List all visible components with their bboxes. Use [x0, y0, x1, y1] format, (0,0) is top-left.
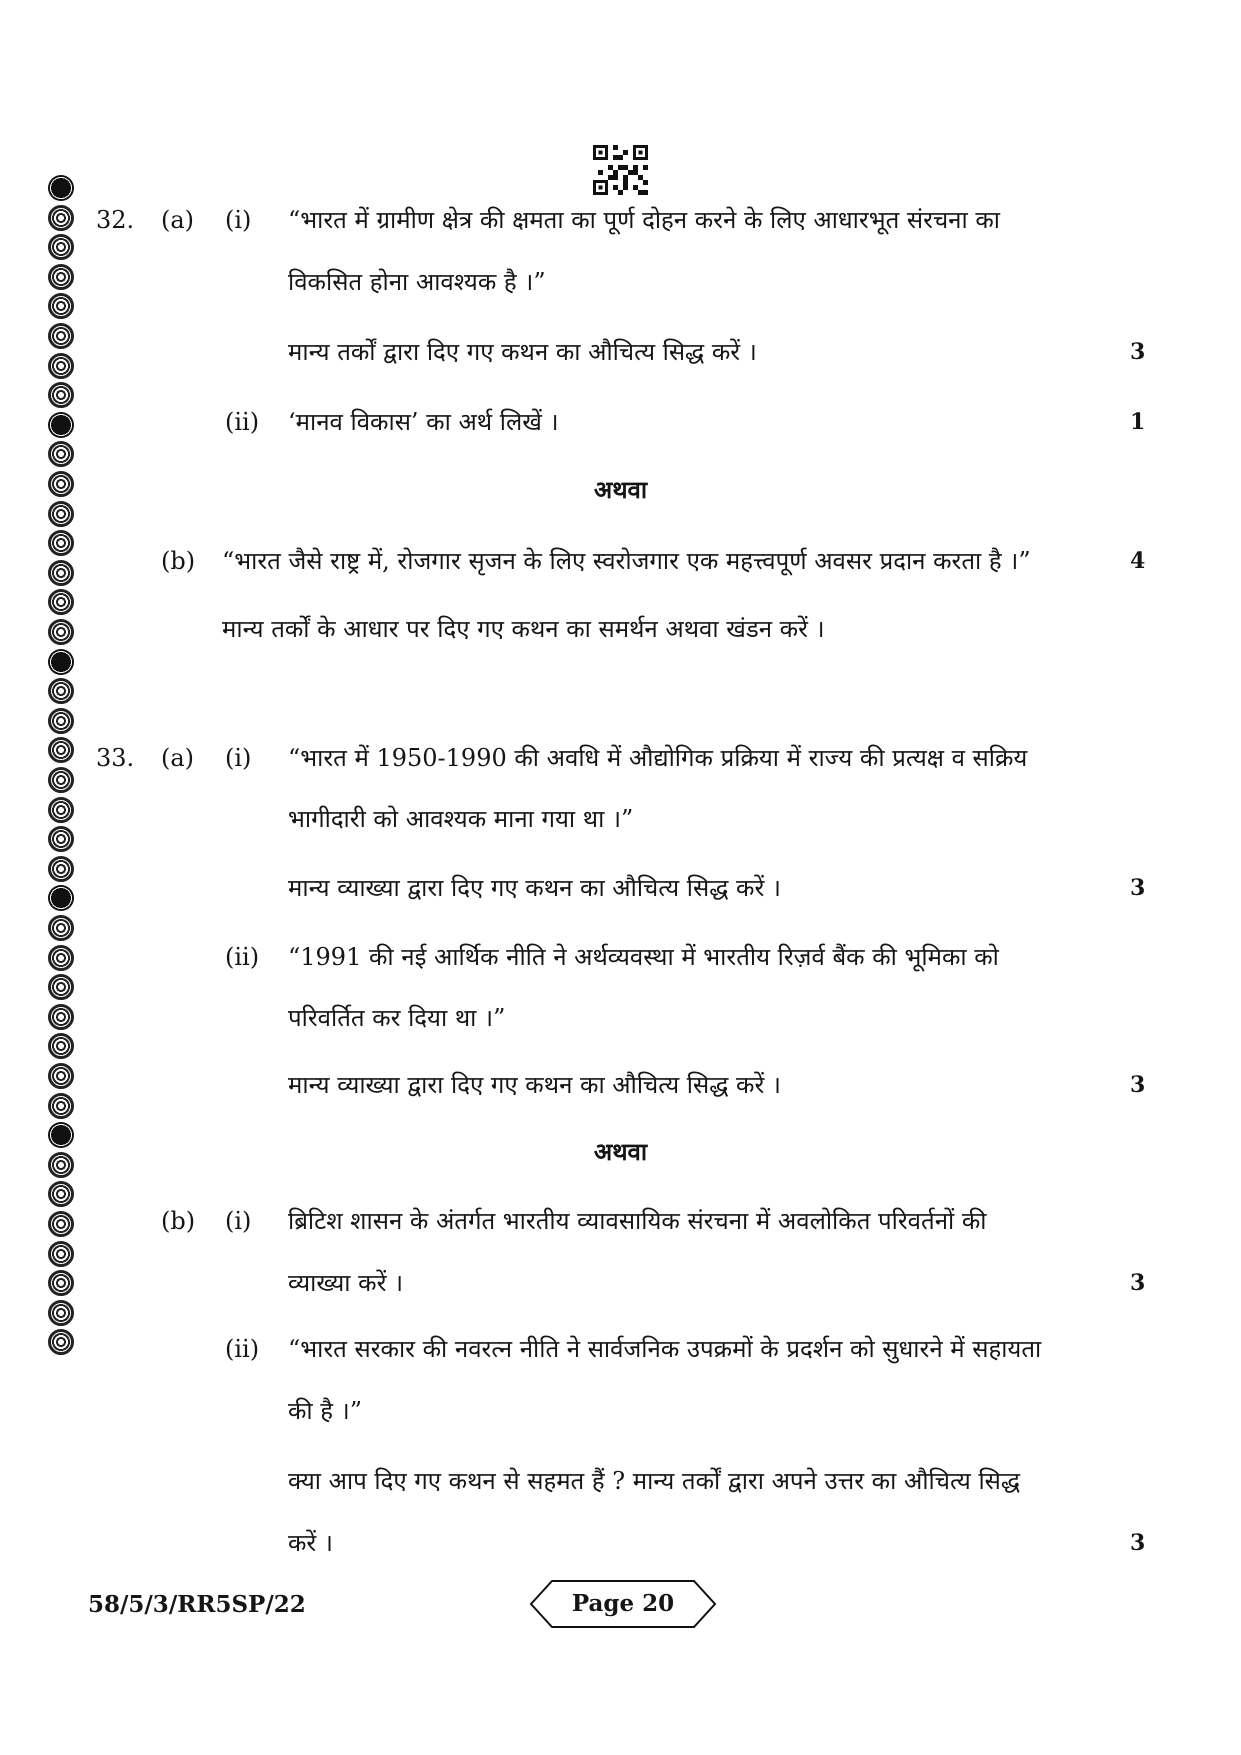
q33-a-i-instruction: मान्य व्याख्या द्वारा दिए गए कथन का औचित्य सिद्ध करें । — [288, 874, 782, 902]
q33-b-i-text-line1: ब्रिटिश शासन के अंतर्गत भारतीय व्यावसायिक संरचना में अवलोकित परिवर्तनों की — [288, 1207, 987, 1235]
margin-ring-icon — [48, 1300, 74, 1326]
margin-ring-icon — [48, 649, 74, 675]
margin-ring-icon — [48, 1063, 74, 1089]
question-number-33: 33. — [96, 744, 135, 772]
q33-a-i-marks: 3 — [1130, 875, 1146, 901]
q33-b-ii-marks: 3 — [1130, 1530, 1146, 1556]
q33-b-i-marks: 3 — [1130, 1270, 1146, 1296]
q33-b-ii-text-line4: करें । — [288, 1529, 333, 1557]
q32-or-divider: अथवा — [593, 475, 648, 504]
margin-ring-icon — [48, 412, 74, 438]
q32-b-text-line1: “भारत जैसे राष्ट्र में, रोजगार सृजन के लिए स्वरोजगार एक महत्त्वपूर्ण अवसर प्रदान करता है ।” — [222, 547, 1031, 575]
margin-bubble-strip — [48, 175, 84, 1360]
q32-a-i-text-line1: “भारत में ग्रामीण क्षेत्र की क्षमता का पूर्ण दोहन करने के लिए आधारभूत संरचना का — [288, 206, 1000, 234]
margin-ring-icon — [48, 1181, 74, 1207]
margin-ring-icon — [48, 382, 74, 408]
page-number: Page 20 — [571, 1590, 675, 1617]
q33-b-ii-text-line2: की है ।” — [288, 1397, 363, 1425]
q32-a-i-text-line2: विकसित होना आवश्यक है ।” — [288, 268, 546, 296]
q32-a-i-label: (i) — [225, 206, 252, 234]
q33-b-ii-text-line3: क्या आप दिए गए कथन से सहमत हैं ? मान्य तर्कों द्वारा अपने उत्तर का औचित्य सिद्ध — [288, 1467, 1021, 1495]
margin-ring-icon — [48, 1093, 74, 1119]
q33-or-divider: अथवा — [593, 1137, 648, 1166]
margin-ring-icon — [48, 175, 74, 201]
q33-a-ii-marks: 3 — [1130, 1072, 1146, 1098]
margin-ring-icon — [48, 234, 74, 260]
q33-b-i-label: (i) — [225, 1207, 252, 1235]
margin-ring-icon — [48, 797, 74, 823]
q32-b-instruction: मान्य तर्कों के आधार पर दिए गए कथन का समर्थन अथवा खंडन करें । — [222, 615, 825, 643]
q33-a-i-label: (i) — [225, 744, 252, 772]
q33-a-i-text-line2: भागीदारी को आवश्यक माना गया था ।” — [288, 805, 634, 833]
margin-ring-icon — [48, 826, 74, 852]
margin-ring-icon — [48, 915, 74, 941]
q32-b-marks: 4 — [1130, 548, 1146, 574]
q33-b-i-text-line2: व्याख्या करें । — [288, 1269, 404, 1297]
margin-ring-icon — [48, 856, 74, 882]
q33-a-ii-text-line2: परिवर्तित कर दिया था ।” — [288, 1004, 506, 1032]
q33-a-i-text-line1: “भारत में 1950-1990 की अवधि में औद्योगिक प्रक्रिया में राज्य की प्रत्यक्ष व सक्रिय — [288, 744, 1028, 772]
margin-ring-icon — [48, 441, 74, 467]
margin-ring-icon — [48, 205, 74, 231]
q33-part-a-label: (a) — [161, 744, 195, 772]
margin-ring-icon — [48, 323, 74, 349]
margin-ring-icon — [48, 974, 74, 1000]
q32-a-ii-text: ‘मानव विकास’ का अर्थ लिखें । — [288, 408, 559, 436]
q32-a-ii-marks: 1 — [1130, 409, 1146, 435]
margin-ring-icon — [48, 530, 74, 556]
margin-ring-icon — [48, 885, 74, 911]
margin-ring-icon — [48, 560, 74, 586]
q33-part-b-label: (b) — [161, 1207, 196, 1235]
margin-ring-icon — [48, 589, 74, 615]
margin-ring-icon — [48, 1241, 74, 1267]
q32-part-a-label: (a) — [161, 206, 195, 234]
q33-b-ii-text-line1: “भारत सरकार की नवरत्न नीति ने सार्वजनिक उपक्रमों के प्रदर्शन को सुधारने में सहायता — [288, 1335, 1042, 1363]
q32-part-b-label: (b) — [161, 547, 196, 575]
margin-ring-icon — [48, 1211, 74, 1237]
q33-a-ii-label: (ii) — [225, 943, 260, 971]
margin-ring-icon — [48, 1033, 74, 1059]
q32-a-i-instruction: मान्य तर्कों द्वारा दिए गए कथन का औचित्य सिद्ध करें । — [288, 338, 757, 366]
margin-ring-icon — [48, 1329, 74, 1355]
qr-code-icon — [593, 145, 648, 195]
margin-ring-icon — [48, 678, 74, 704]
q33-a-ii-text-line1: “1991 की नई आर्थिक नीति ने अर्थव्यवस्था में भारतीय रिज़र्व बैंक की भूमिका को — [288, 943, 999, 971]
question-number-32: 32. — [96, 206, 135, 234]
q33-b-ii-label: (ii) — [225, 1335, 260, 1363]
margin-ring-icon — [48, 1270, 74, 1296]
margin-ring-icon — [48, 708, 74, 734]
q32-a-i-marks: 3 — [1130, 339, 1146, 365]
margin-ring-icon — [48, 619, 74, 645]
margin-ring-icon — [48, 264, 74, 290]
q33-a-ii-instruction: मान्य व्याख्या द्वारा दिए गए कथन का औचित्य सिद्ध करें । — [288, 1071, 782, 1099]
margin-ring-icon — [48, 737, 74, 763]
paper-code: 58/5/3/RR5SP/22 — [88, 1591, 306, 1618]
margin-ring-icon — [48, 353, 74, 379]
page-number-badge — [528, 1578, 718, 1630]
q32-a-ii-label: (ii) — [225, 408, 260, 436]
margin-ring-icon — [48, 945, 74, 971]
margin-ring-icon — [48, 767, 74, 793]
margin-ring-icon — [48, 293, 74, 319]
margin-ring-icon — [48, 1004, 74, 1030]
